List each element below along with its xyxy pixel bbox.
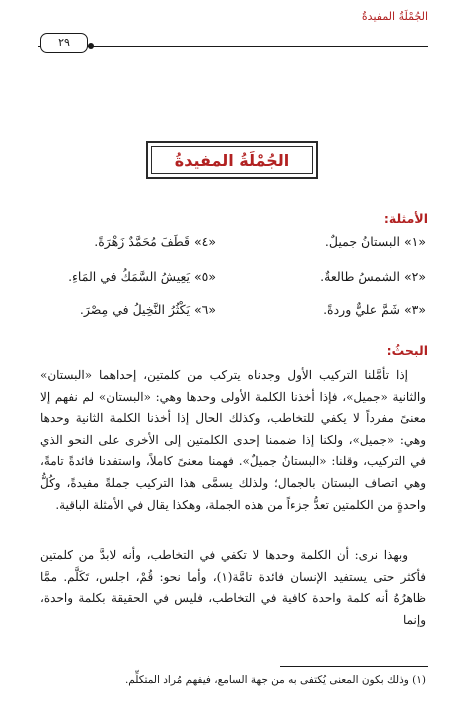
running-head: الجُمْلَةُ المفيدةُ (361, 10, 428, 23)
example-text: يَعِيشُ السَّمَكُ في المَاءِ. (68, 269, 190, 284)
page-title: الجُمْلَةُ المفيدةُ (174, 150, 290, 170)
body-paragraph (40, 365, 426, 516)
example-item (68, 269, 216, 284)
research-heading: البحثُ: (386, 343, 428, 358)
examples-heading: الأمثلة: (383, 211, 428, 226)
example-number: «٥» (193, 269, 216, 284)
body-paragraph (40, 545, 426, 631)
example-number: «٣» (403, 302, 426, 317)
example-text: شَمَّ عليٌّ وردةً. (323, 302, 400, 317)
example-text: البستانُ جميلٌ. (324, 234, 400, 249)
example-item (325, 234, 426, 249)
example-number: «١» (403, 234, 426, 249)
title-frame (146, 141, 318, 179)
example-item (80, 302, 216, 317)
example-text: قَطَفَ مُحَمَّدٌ زَهْرَةً. (94, 234, 190, 249)
examples-list (40, 234, 426, 330)
header-rule-ornament (88, 43, 94, 49)
footnote-rule (280, 666, 428, 667)
example-text: يَكْثُرُ النَّخِيلُ في مِصْرَ. (79, 302, 190, 317)
example-number: «٤» (193, 234, 216, 249)
example-item (323, 302, 426, 317)
header-rule (38, 46, 428, 47)
example-item (320, 269, 426, 284)
paragraph-text: وبهذا نرى: أن الكلمة وحدها لا تكفي في التخاطب، وأنه لابدَّ من كلمتين فأكثر حتى يستفيد الإنسان فائدة تامَّة(١)، وأما نحو: قُمْ، اجلس، تَكَلَّم. ممَّا ظاهرُهُ أنه كلمة واحدة كافية في التخاطب، فليس في الحقيقة بكلمة واحدة، وإنما (40, 548, 426, 627)
page-number: ٢٩ (40, 33, 88, 53)
example-number: «٢» (403, 269, 426, 284)
paragraph-text: إذا تأمَّلنا التركيب الأول وجدناه يتركب من كلمتين، إحداهما «البستان» والثانية «جميل»، فإذا أخذنا الكلمة الأولى وحدها وهي: «البستان» لم نفهم إلا معنىً مفرداً لا يكفي للتخاطب، وكذلك الحال إذا أخذنا الكلمة الثانية وحدها وهي: «جميل»، ولكنا إذا ضممنا إحدى الكلمتين إلى الأخرى على النحو الذي في التركيب، وقلنا: «البستانُ جميلٌ». فهمنا معنىً كاملاً، واستفدنا فائدةً تامةً، وهي اتصاف البستان بالجمال؛ ولذلك يسمَّى هذا التركيب جملةً مفيدةً، وكُلُّ واحدةٍ من الكلمتين تعدُّ جزءاً من هذه الجملة، وهكذا يقال في الأمثلة الباقية. (40, 368, 426, 512)
footnote: (١) وذلك بكون المعنى يُكتفى به من جهة السامع، فيفهم مُراد المتكلِّم. (124, 674, 426, 686)
example-text: الشمسُ طالعةٌ. (320, 269, 400, 284)
example-number: «٦» (193, 302, 216, 317)
example-item (94, 234, 216, 249)
